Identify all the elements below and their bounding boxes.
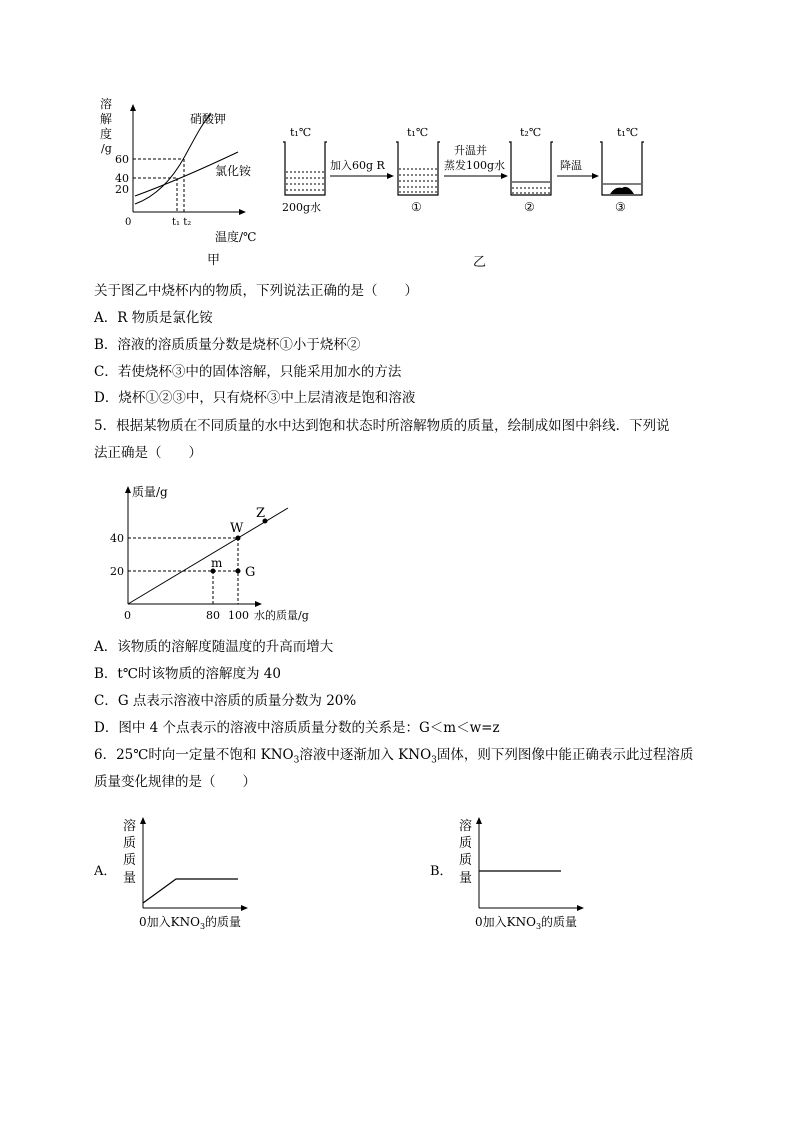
jia-y-label-2: 解 [100,112,113,126]
q5-x-tick-100: 100 [228,609,249,622]
q6-b-x-label: 0加入$KNO_3$的质量 [475,915,578,931]
q5-y-tick-20: 20 [110,565,124,578]
q5-option-d: D．图中 4 个点表示的溶液中溶质质量分数的关系是：G＜m＜w=z [94,720,500,736]
q6-a-y2: 质 [123,836,137,851]
q4-option-c: C．若使烧杯③中的固体溶解，只能采用加水的方法 [94,364,402,380]
jia-y-label-1: 溶 [100,97,113,111]
q4-stem: 关于图乙中烧杯内的物质，下列说法正确的是（ ） [94,283,418,299]
q6-a-y-arrow [140,817,146,824]
yi-b3-label: ③ [615,200,626,214]
q6-a-option: A． [94,864,117,879]
q5-stem-line2: 法正确是（ ） [94,445,202,461]
q5-mass-chart [108,478,323,628]
q4-option-a: A．R 物质是氯化铵 [94,310,213,326]
jia-y-tick-60: 60 [115,153,129,166]
q6-a-y4: 量 [123,871,137,886]
jia-y-arrow [130,104,136,111]
q5-option-b: B．t℃时该物质的溶解度为 40 [94,666,281,682]
q5-option-a: A．该物质的溶解度随温度的升高而增大 [94,639,334,655]
q5-x-tick-80: 80 [206,609,220,622]
jia-y-label-4: /g [101,142,112,155]
q4-option-d: D．烧杯①②③中，只有烧杯③中上层清液是饱和溶液 [94,390,416,406]
figure-yi-beaker-process [270,118,650,273]
yi-step2-line1: 升温并 [454,144,487,157]
q5-y-label: 质量/g [132,485,168,499]
q6-b-y4: 量 [459,871,473,886]
yi-beaker-0-liquid [286,172,324,194]
q5-label-g: G [245,565,256,580]
q6-b-option: B． [430,864,453,879]
q4-option-b: B．溶液的溶质质量分数是烧杯①小于烧杯② [94,337,361,353]
jia-y-tick-20: 20 [115,183,129,196]
q6-b-y2: 质 [459,836,473,851]
jia-origin: 0 [125,217,132,228]
yi-b0-label: 200g水 [282,201,322,214]
q5-y-tick-40: 40 [110,532,124,545]
q5-option-c: C．G 点表示溶液中溶质的质量分数为 20% [94,693,357,709]
yi-beaker-0 [283,142,327,195]
yi-beaker-3-crystals [610,187,634,194]
q6-a-x-arrow [241,905,248,911]
yi-step2-line2: 蒸发100g水 [444,159,506,172]
q6-a-y3: 质 [123,853,137,868]
yi-b2-temp: t₂℃ [520,126,542,139]
q5-y-arrow [125,486,131,493]
q6-stem-post: 固体，则下列图像中能正确表示此过程溶质 [436,747,694,763]
q5-label-m: m [211,556,223,570]
q6-graph-a [94,810,284,935]
yi-b1-temp: t₁℃ [407,126,429,139]
jia-y-tick-40: 40 [115,172,129,185]
q5-point-w [236,536,241,541]
q6-subscript-2: 3 [431,755,437,766]
q6-graph-b [430,810,620,935]
q6-b-y-arrow [476,817,482,824]
jia-curve2-label: 氯化铵 [215,164,252,178]
yi-b3-temp: t₁℃ [617,126,639,139]
q5-x-label: 水的质量/g [254,609,309,622]
jia-y-label-3: 度 [100,127,113,141]
yi-b1-label: ① [411,200,422,214]
yi-caption: 乙 [473,255,487,270]
q5-label-z: Z [256,506,266,521]
figure-jia-solubility-chart [95,92,260,272]
yi-b0-temp: t₁℃ [290,126,312,139]
q6-stem-line1 [94,746,693,770]
jia-x-label: 温度/℃ [215,230,257,244]
jia-caption: 甲 [207,253,221,268]
jia-x-arrow [239,209,246,215]
q6-stem-pre: 6．25℃时向一定量不饱和 KNO [94,747,294,763]
q6-stem-mid: 溶液中逐渐加入 KNO [299,747,432,763]
jia-curve1-label: 硝酸钾 [190,112,227,126]
jia-x-ticks: t₁ t₂ [172,217,192,228]
q6-subscript-1: 3 [293,755,300,766]
q5-x-arrow [255,601,262,607]
q6-b-y1: 溶 [459,819,473,834]
q6-a-y1: 溶 [123,819,137,834]
q5-stem-line1: 5．根据某物质在不同质量的水中达到饱和状态时所溶解物质的质量，绘制成如图中斜线．下列说 [94,418,670,434]
yi-step1-label: 加入60g R [330,159,385,172]
q6-stem-line2: 质量变化规律的是（ ） [94,774,256,790]
yi-b2-label: ② [524,200,535,214]
q5-label-w: W [230,521,244,536]
yi-beaker-3 [600,142,644,195]
q5-origin: 0 [124,609,131,622]
yi-step3-label: 降温 [560,159,582,172]
q6-a-curve [143,879,238,903]
yi-beaker-1 [396,142,440,195]
q5-point-g [236,569,241,574]
q6-b-y3: 质 [459,853,473,868]
q6-b-x-arrow [577,905,584,911]
yi-beaker-2 [509,142,553,195]
q6-a-x-label: 0加入$KNO_3$的质量 [139,915,242,931]
